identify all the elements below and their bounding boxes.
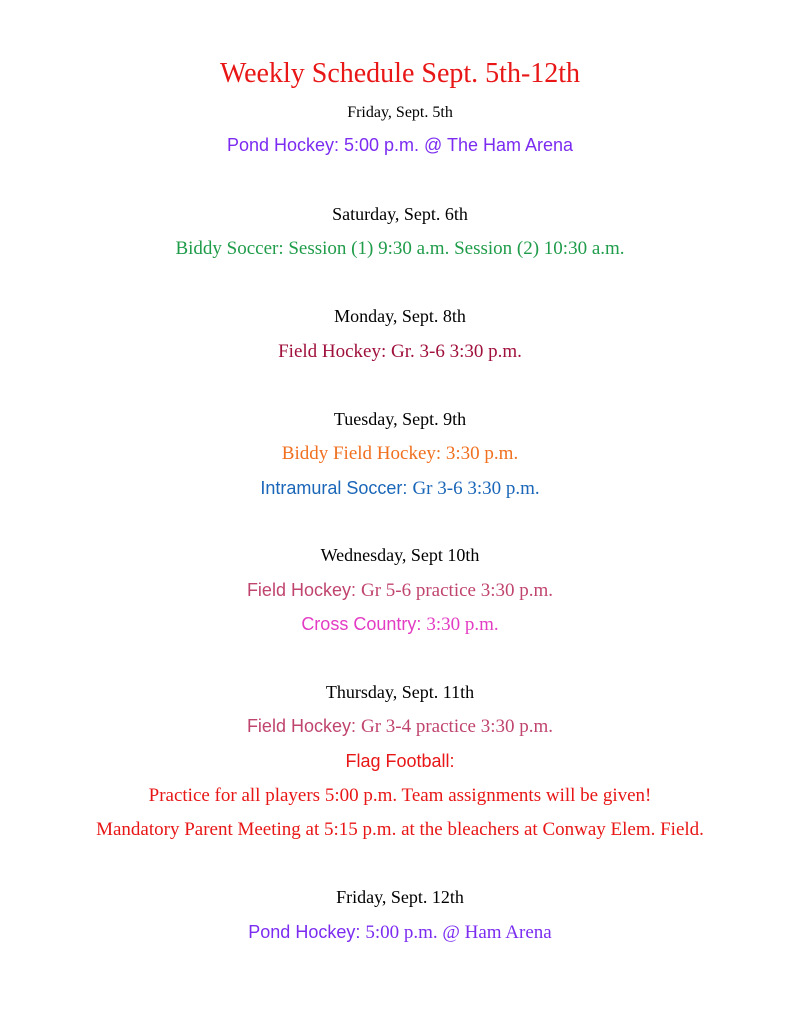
day-heading-saturday-6: Saturday, Sept. 6th <box>332 204 468 224</box>
event-cross-country-label: Cross Country: <box>301 614 427 634</box>
event-intramural-soccer-detail: Gr 3-6 3:30 p.m. <box>412 478 540 499</box>
day-heading-friday-5: Friday, Sept. 5th <box>347 104 453 121</box>
event-pond-hockey-12-detail: 5:00 p.m. @ Ham Arena <box>365 922 552 943</box>
event-intramural-soccer-label: Intramural Soccer: <box>260 478 413 498</box>
event-pond-hockey-12 <box>0 923 800 942</box>
event-field-hockey-gr5-6-label: Field Hockey: <box>246 580 361 600</box>
event-field-hockey-gr3-6: Field Hockey: Gr. 3-6 3:30 p.m. <box>278 341 522 362</box>
event-flag-football-practice: Practice for all players 5:00 p.m. Team assignments will be given! <box>148 785 652 806</box>
event-biddy-field-hockey: Biddy Field Hockey: 3:30 p.m. <box>281 443 519 464</box>
event-flag-football: Flag Football: <box>345 751 455 771</box>
event-cross-country-detail: 3:30 p.m. <box>426 614 499 635</box>
day-heading-thursday-11: Thursday, Sept. 11th <box>325 682 475 702</box>
event-cross-country <box>0 615 800 634</box>
page-title: Weekly Schedule Sept. 5th-12th <box>219 58 581 89</box>
event-field-hockey-gr3-4-detail: Gr 3-4 practice 3:30 p.m. <box>360 716 554 737</box>
day-heading-monday-8: Monday, Sept. 8th <box>334 306 466 326</box>
day-heading-friday-12: Friday, Sept. 12th <box>336 887 464 907</box>
event-field-hockey-gr3-4-label: Field Hockey: <box>246 716 361 736</box>
day-heading-tuesday-9: Tuesday, Sept. 9th <box>333 409 467 429</box>
event-field-hockey-gr5-6 <box>0 581 800 600</box>
event-biddy-soccer: Biddy Soccer: Session (1) 9:30 a.m. Session (2) 10:30 a.m. <box>175 238 625 259</box>
event-parent-meeting: Mandatory Parent Meeting at 5:15 p.m. at the bleachers at Conway Elem. Field. <box>96 819 704 840</box>
event-pond-hockey-12-label: Pond Hockey: <box>248 922 366 942</box>
event-pond-hockey-5: Pond Hockey: 5:00 p.m. @ The Ham Arena <box>226 135 574 155</box>
event-field-hockey-gr5-6-detail: Gr 5-6 practice 3:30 p.m. <box>360 580 554 601</box>
event-intramural-soccer <box>0 479 800 498</box>
day-heading-wednesday-10: Wednesday, Sept 10th <box>320 545 480 565</box>
event-field-hockey-gr3-4 <box>0 717 800 736</box>
